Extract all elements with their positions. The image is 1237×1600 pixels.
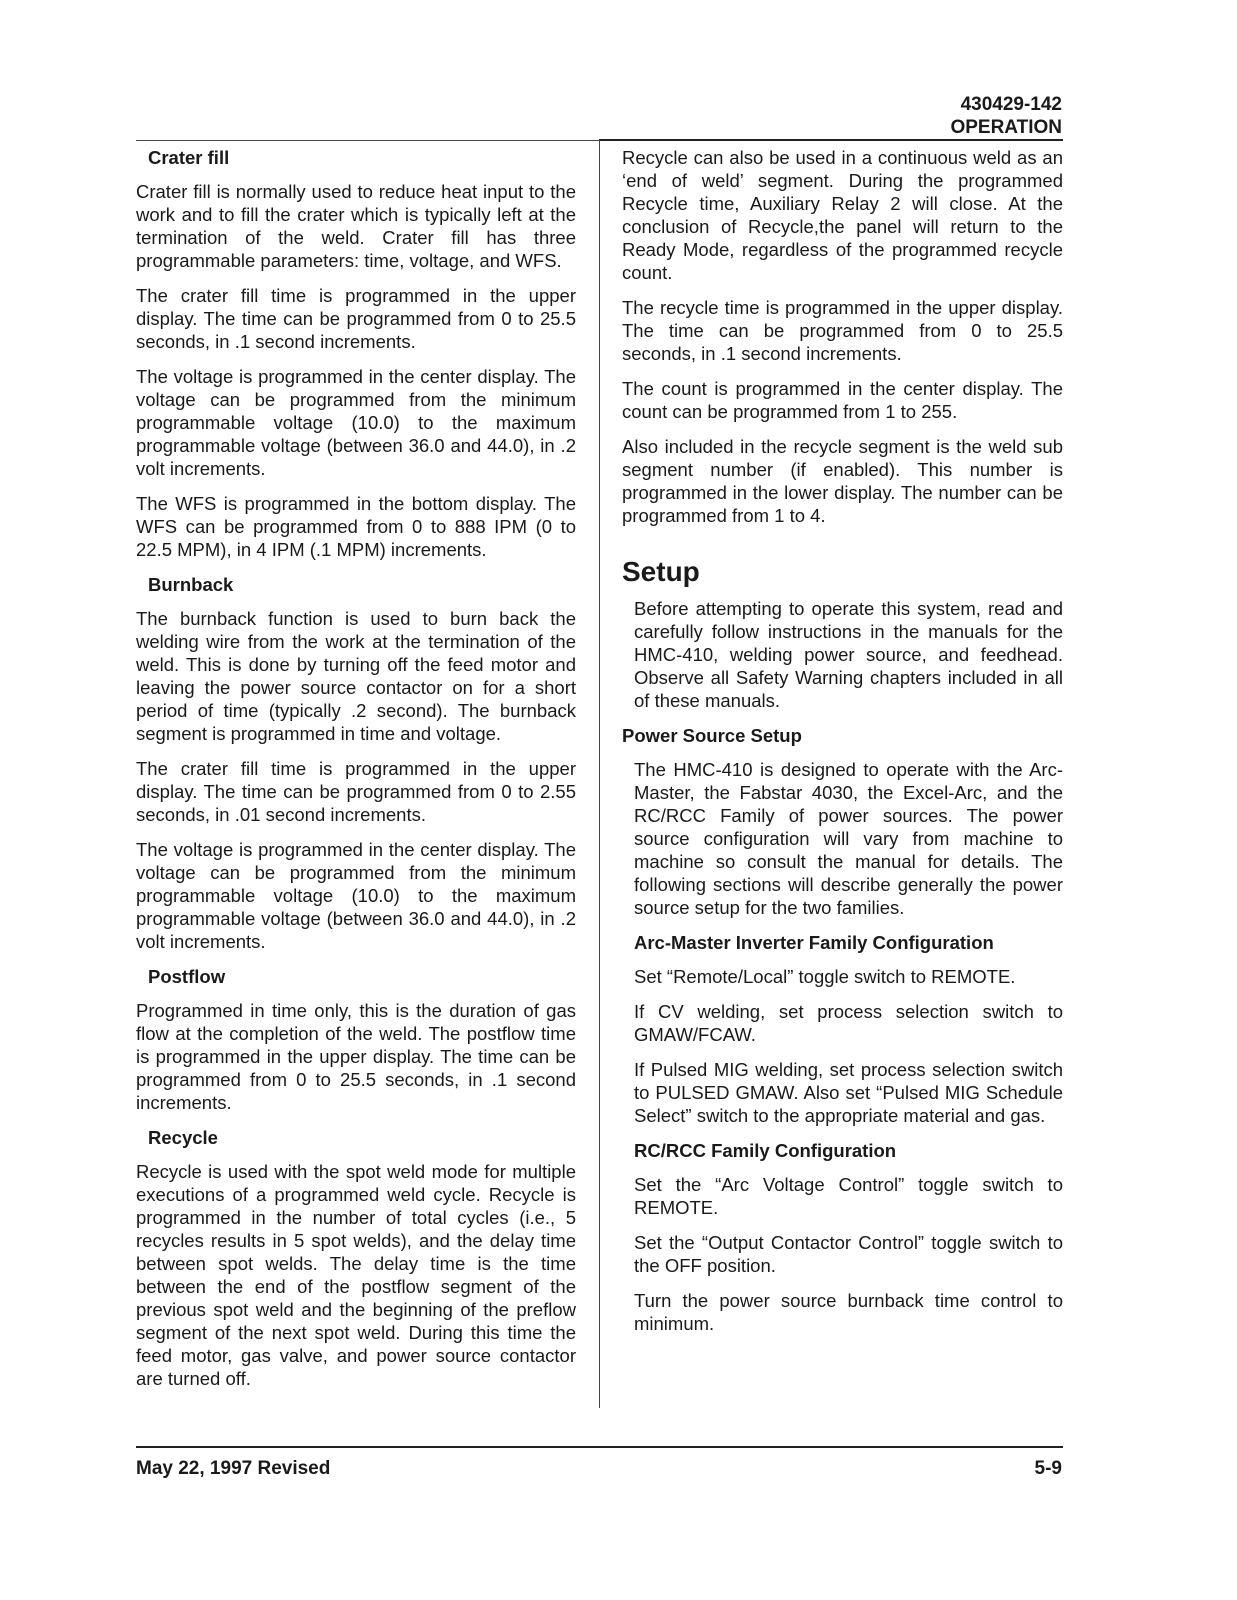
power-source-setup-heading: Power Source Setup — [622, 725, 802, 746]
footer-date: May 22, 1997 Revised — [136, 1458, 331, 1479]
top-left-rule — [136, 140, 599, 141]
rc-rcc-heading: RC/RCC Family Configuration — [634, 1140, 897, 1161]
arc-master-heading: Arc-Master Inverter Family Configuration — [634, 932, 994, 953]
arc-master-paragraph-1: Set “Remote/Local” toggle switch to REMOTE. — [634, 966, 1016, 987]
footer-rule — [136, 1446, 1063, 1448]
section-title: OPERATION — [950, 117, 1062, 138]
recycle-continued-paragraph-2: The recycle time is programmed in the upper display. The time can be programmed from 0 to 25.5 seconds, in .1 second increments. — [622, 297, 1063, 364]
setup-heading: Setup — [622, 556, 700, 587]
setup-paragraph-1: Before attempting to operate this system, read and carefully follow instructions in the manuals for the HMC-410, welding power source, and feedhead. Observe all Safety Warning chapters included in all of these manuals. — [634, 598, 1063, 711]
rc-rcc-paragraph-1: Set the “Arc Voltage Control” toggle switch to REMOTE. — [634, 1174, 1063, 1218]
burnback-paragraph-2: The crater fill time is programmed in the upper display. The time can be programmed from 0 to 2.55 seconds, in .01 second increments. — [136, 758, 576, 825]
burnback-paragraph-3: The voltage is programmed in the center display. The voltage can be programmed from the minimum programmable voltage (10.0) to the maximum programmable voltage (between 36.0 and 44.0), in .2 volt increments. — [136, 839, 576, 952]
recycle-continued-paragraph-1: Recycle can also be used in a continuous weld as an ‘end of weld’ segment. During the programmed Recycle time, Auxiliary Relay 2 will close. At the conclusion of Recycle,the panel will return to the Ready Mode, regardless of the programmed recycle count. — [622, 147, 1063, 283]
recycle-paragraph-1: Recycle is used with the spot weld mode for multiple executions of a programmed weld cycle. Recycle is programmed in the number of total cycles (i.e., 5 recycles results in 5 spot welds), and the delay time between spot welds. The delay time is the time between the end of the postflow segment of the previous spot weld and the beginning of the preflow segment of the next spot weld. During this time the feed motor, gas valve, and power source contactor are turned off. — [136, 1161, 576, 1389]
postflow-heading: Postflow — [148, 966, 226, 987]
burnback-heading: Burnback — [148, 574, 234, 595]
recycle-heading: Recycle — [148, 1127, 218, 1148]
arc-master-paragraph-2: If CV welding, set process selection switch to GMAW/FCAW. — [634, 1001, 1063, 1045]
right-column — [622, 146, 1063, 1347]
recycle-continued-paragraph-3: The count is programmed in the center display. The count can be programmed from 1 to 255. — [622, 378, 1063, 422]
crater-fill-paragraph-4: The WFS is programmed in the bottom display. The WFS can be programmed from 0 to 888 IPM (0 to 22.5 MPM), in 4 IPM (.1 MPM) increments. — [136, 493, 576, 560]
column-divider — [599, 140, 600, 1408]
rc-rcc-paragraph-2: Set the “Output Contactor Control” toggle switch to the OFF position. — [634, 1232, 1063, 1276]
postflow-paragraph-1: Programmed in time only, this is the duration of gas flow at the completion of the weld. The postflow time is programmed in the upper display. The time can be programmed from 0 to 25.5 seconds, in .1 second increments. — [136, 1000, 576, 1113]
crater-fill-paragraph-3: The voltage is programmed in the center display. The voltage can be programmed from the minimum programmable voltage (10.0) to the maximum programmable voltage (between 36.0 and 44.0), in .2 volt increments. — [136, 366, 576, 479]
page-number: 5-9 — [1034, 1458, 1062, 1479]
crater-fill-heading: Crater fill — [148, 147, 230, 168]
top-right-rule — [599, 139, 1063, 141]
left-column — [136, 146, 576, 1402]
arc-master-paragraph-3: If Pulsed MIG welding, set process selection switch to PULSED GMAW. Also set “Pulsed MIG Schedule Select” switch to the appropriate material and gas. — [634, 1059, 1063, 1126]
document-code: 430429-142 — [960, 94, 1062, 115]
burnback-paragraph-1: The burnback function is used to burn back the welding wire from the work at the termination of the weld. This is done by turning off the feed motor and leaving the power source contactor on for a short period of time (typically .2 second). The burnback segment is programmed in time and voltage. — [136, 608, 576, 744]
crater-fill-paragraph-1: Crater fill is normally used to reduce heat input to the work and to fill the crater which is typically left at the termination of the weld. Crater fill has three programmable parameters: time, voltage, and WFS. — [136, 181, 576, 271]
recycle-continued-paragraph-4: Also included in the recycle segment is the weld sub segment number (if enabled). This number is programmed in the lower display. The number can be programmed from 1 to 4. — [622, 436, 1063, 526]
rc-rcc-paragraph-3: Turn the power source burnback time control to minimum. — [634, 1290, 1063, 1334]
crater-fill-paragraph-2: The crater fill time is programmed in the upper display. The time can be programmed from 0 to 25.5 seconds, in .1 second increments. — [136, 285, 576, 352]
power-source-setup-paragraph-1: The HMC-410 is designed to operate with the Arc-Master, the Fabstar 4030, the Excel-Arc, and the RC/RCC Family of power sources. The power source configuration will vary from machine to machine so consult the manual for details. The following sections will describe generally the power source setup for the two families. — [634, 759, 1063, 918]
